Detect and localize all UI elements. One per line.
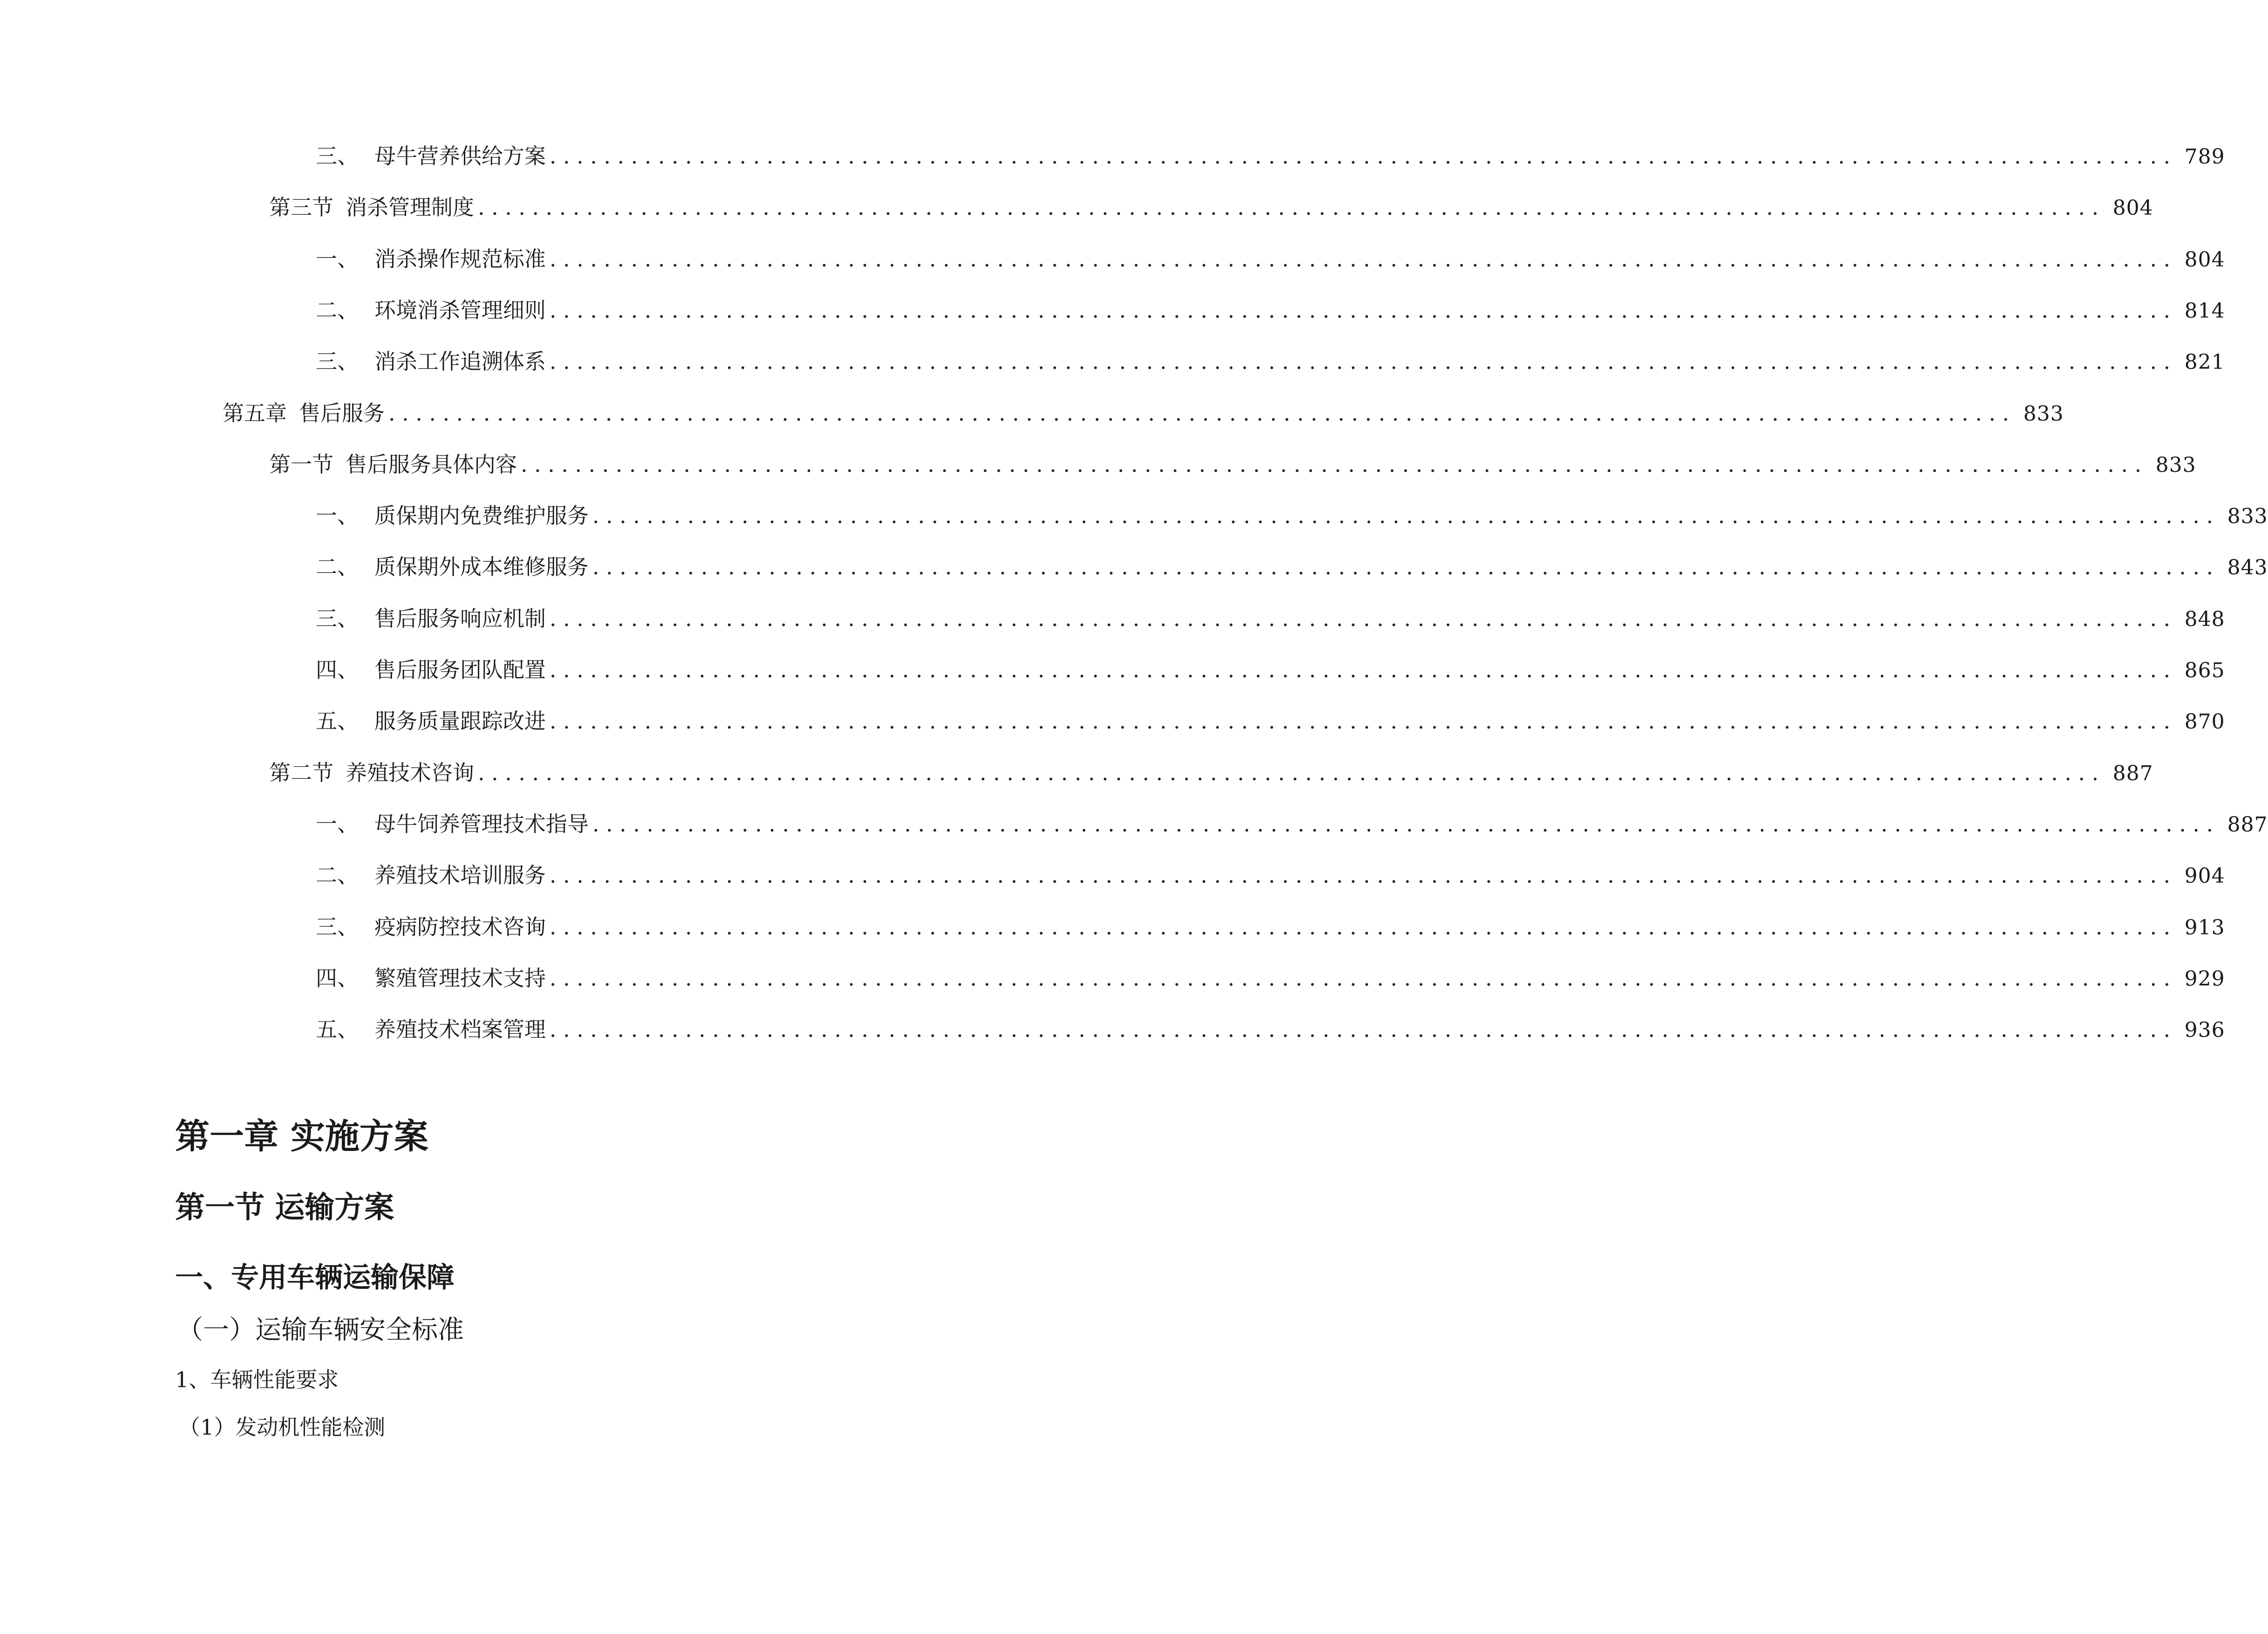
toc-entry-number: 一、 <box>316 503 359 528</box>
toc-leader-dots: ........................................................................................................................ <box>550 657 2177 682</box>
toc-entry-number: 二、 <box>316 863 359 888</box>
toc-entry-page-number: 887 <box>2227 813 2268 837</box>
toc-entry[interactable] <box>316 600 2225 637</box>
toc-leader-dots: ........................................................................................................................ <box>592 503 2220 528</box>
subsection-heading: 一、专用车辆运输保障 <box>175 1261 455 1294</box>
toc-entry[interactable] <box>316 137 2225 175</box>
toc-entry-number: 三、 <box>316 914 359 940</box>
toc-entry-page-number: 865 <box>2184 659 2225 682</box>
toc-entry-page-number: 843 <box>2227 556 2268 579</box>
toc-entry-number: 三、 <box>316 606 359 631</box>
section-heading: 第一节 运输方案 <box>175 1191 394 1225</box>
toc-entry-page-number: 929 <box>2184 967 2225 991</box>
toc-entry[interactable] <box>316 960 2225 997</box>
toc-entry-number: 二、 <box>316 554 359 579</box>
toc-entry-number: 三、 <box>316 143 359 169</box>
toc-leader-dots: ........................................................................................................................ <box>478 760 2105 785</box>
toc-entry[interactable] <box>316 292 2225 329</box>
toc-entry-number: 五、 <box>316 708 359 734</box>
toc-entry-number: 二、 <box>316 298 359 323</box>
toc-entry-title: 售后服务团队配置 <box>374 657 546 682</box>
item-heading: 1、车辆性能要求 <box>175 1367 339 1392</box>
subitem-heading: （1）发动机性能检测 <box>179 1415 386 1440</box>
toc-entry-number: 第一节 <box>269 452 333 477</box>
toc-entry-title: 售后服务 <box>299 401 385 426</box>
toc-entry-title: 质保期外成本维修服务 <box>374 554 589 579</box>
toc-entry-number: 五、 <box>316 1017 359 1042</box>
toc-entry[interactable] <box>269 754 2153 791</box>
toc-leader-dots: ........................................................................................................................ <box>592 554 2220 579</box>
toc-entry[interactable] <box>316 548 2268 586</box>
toc-entry-number: 四、 <box>316 657 359 682</box>
toc-entry-title: 消杀管理制度 <box>346 195 474 220</box>
toc-leader-dots: ........................................................................................................................ <box>550 708 2177 734</box>
toc-entry-title: 养殖技术咨询 <box>346 760 474 785</box>
toc-entry-title: 售后服务具体内容 <box>346 452 517 477</box>
toc-entry-title: 养殖技术培训服务 <box>374 863 546 888</box>
toc-entry-page-number: 804 <box>2184 248 2225 272</box>
toc-entry[interactable] <box>316 497 2268 534</box>
toc-entry-number: 第三节 <box>269 195 333 220</box>
toc-entry-title: 疫病防控技术咨询 <box>374 914 546 940</box>
toc-entry[interactable] <box>223 395 2064 432</box>
toc-entry[interactable] <box>269 446 2196 483</box>
toc-entry[interactable] <box>316 702 2225 740</box>
toc-entry-page-number: 848 <box>2184 607 2225 631</box>
toc-leader-dots: ........................................................................................................................ <box>550 966 2177 991</box>
toc-entry[interactable] <box>316 343 2225 380</box>
toc-entry-page-number: 913 <box>2184 916 2225 940</box>
toc-entry[interactable] <box>316 240 2225 278</box>
toc-leader-dots: ........................................................................................................................ <box>592 811 2220 837</box>
toc-entry-number: 三、 <box>316 349 359 374</box>
toc-entry-page-number: 804 <box>2112 196 2153 220</box>
toc-entry-title: 消杀操作规范标准 <box>374 246 546 272</box>
toc-entry-number: 一、 <box>316 246 359 272</box>
toc-leader-dots: ........................................................................................................................ <box>550 863 2177 888</box>
toc-entry-page-number: 833 <box>2227 504 2268 528</box>
toc-entry-title: 母牛营养供给方案 <box>374 143 546 169</box>
toc-entry-title: 养殖技术档案管理 <box>374 1017 546 1042</box>
toc-leader-dots: ........................................................................................................................ <box>550 298 2177 323</box>
toc-leader-dots: ........................................................................................................................ <box>550 246 2177 272</box>
toc-entry-title: 消杀工作追溯体系 <box>374 349 546 374</box>
toc-leader-dots: ........................................................................................................................ <box>550 914 2177 940</box>
toc-entry-number: 第二节 <box>269 760 333 785</box>
toc-leader-dots: ........................................................................................................................ <box>521 452 2148 477</box>
toc-entry[interactable] <box>316 651 2225 688</box>
toc-entry-page-number: 833 <box>2155 453 2196 477</box>
toc-entry-page-number: 814 <box>2184 299 2225 323</box>
toc-entry-title: 质保期内免费维护服务 <box>374 503 589 528</box>
toc-entry-title: 售后服务响应机制 <box>374 606 546 631</box>
toc-entry-title: 服务质量跟踪改进 <box>374 708 546 734</box>
toc-entry-page-number: 904 <box>2184 864 2225 888</box>
toc-entry-number: 四、 <box>316 966 359 991</box>
toc-leader-dots: ........................................................................................................................ <box>388 401 2016 426</box>
toc-leader-dots: ........................................................................................................................ <box>550 349 2177 374</box>
toc-entry-page-number: 789 <box>2184 145 2225 169</box>
toc-leader-dots: ........................................................................................................................ <box>550 143 2177 169</box>
toc-entry-title: 繁殖管理技术支持 <box>374 966 546 991</box>
toc-entry-title: 环境消杀管理细则 <box>374 298 546 323</box>
toc-entry[interactable] <box>316 908 2225 946</box>
toc-leader-dots: ........................................................................................................................ <box>550 1017 2177 1042</box>
subsubsection-heading: （一）运输车辆安全标准 <box>177 1315 464 1345</box>
toc-leader-dots: ........................................................................................................................ <box>478 195 2105 220</box>
toc-entry-page-number: 833 <box>2023 402 2064 426</box>
toc-entry[interactable] <box>269 189 2153 226</box>
toc-entry[interactable] <box>316 857 2225 894</box>
toc-entry-page-number: 821 <box>2184 350 2225 374</box>
toc-entry-number: 第五章 <box>223 401 287 426</box>
toc-entry[interactable] <box>316 805 2268 843</box>
chapter-heading: 第一章 实施方案 <box>175 1117 428 1157</box>
toc-entry-number: 一、 <box>316 811 359 837</box>
toc-entry-page-number: 870 <box>2184 710 2225 734</box>
toc-entry-page-number: 887 <box>2112 762 2153 785</box>
toc-entry-title: 母牛饲养管理技术指导 <box>374 811 589 837</box>
toc-leader-dots: ........................................................................................................................ <box>550 606 2177 631</box>
toc-entry[interactable] <box>316 1011 2225 1048</box>
toc-entry-page-number: 936 <box>2184 1018 2225 1042</box>
